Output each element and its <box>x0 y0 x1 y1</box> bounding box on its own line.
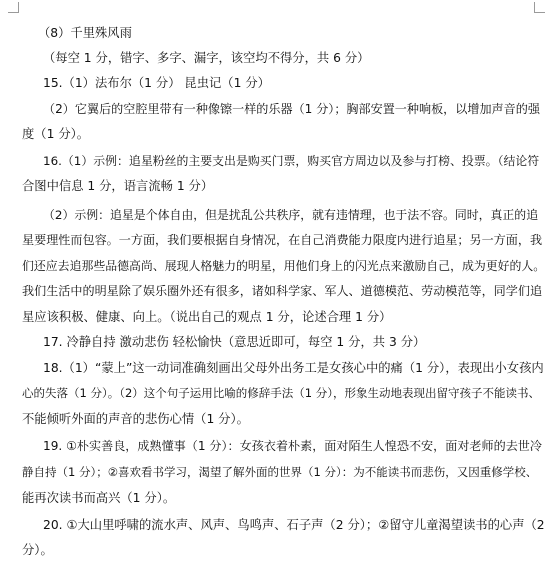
text-line: 们还应去追那些品德高尚、展现人格魅力的明星，用他们身上的闪光点来激励自己，成为更好的人。 <box>22 259 546 273</box>
text-line: 16.（1）示例：追星粉丝的主要支出是购买门票，购买官方周边以及参与打榜、投票。（结论符 <box>43 154 540 168</box>
text-line: 星要理性而包容。一方面，我们要根据自身情况，在自己消费能力限度内进行追星；另一方面，我 <box>22 233 543 247</box>
text-line: 星应该积极、健康、向上。（说出自己的观点 1 分，论述合理 1 分） <box>22 310 392 324</box>
text-line: 不能倾听外面的声音的悲伤心情（1 分）。 <box>22 412 249 426</box>
text-line: 17. 冷静自持 激动悲伤 轻松愉快（意思近即可，每空 1 分，共 3 分） <box>43 335 426 349</box>
text-line: （2）它翼后的空腔里带有一种像镲一样的乐器（1 分）；胸部安置一种响板，以增加声音的强 <box>43 102 540 116</box>
text-line: 心的失落（1 分）。（2）这个句子运用比喻的修辞手法（1 分），形象生动地表现出留守孩子不能读书、 <box>22 386 541 400</box>
text-line: 合图中信息 1 分，语言流畅 1 分） <box>22 179 214 193</box>
text-line: 20. ①大山里呼啸的流水声、风声、鸟鸣声、石子声（2 分）；②留守儿童渴望读书的心声（2 <box>43 518 545 532</box>
text-line: 静自持（1 分）；②喜欢看书学习，渴望了解外面的世界（1 分）：为不能读书而悲伤，又因重修学校、 <box>22 465 538 479</box>
text-line: 我们生活中的明星除了娱乐圈外还有很多，诸如科学家、军人、道德模范、劳动模范等，同学们追 <box>22 284 543 298</box>
text-line: 19. ①朴实善良，成熟懂事（1 分）：女孩衣着朴素，面对陌生人惶恐不安，面对老师的去世冷 <box>43 439 542 453</box>
text-line: 度（1 分）。 <box>22 127 90 141</box>
text-line: 15.（1）法布尔（1 分） 昆虫记（1 分） <box>43 76 270 90</box>
text-line: （每空 1 分，错字、多字、漏字，该空均不得分，共 6 分） <box>43 51 370 65</box>
text-line: （8）千里殊风雨 <box>38 26 132 40</box>
text-line: （2）示例：追星是个体自由，但是扰乱公共秩序，就有违情理，也于法不容。同时，真正的追 <box>43 208 539 222</box>
text-line: 18.（1）“蒙上”这一动词准确刻画出父母外出务工是女孩心中的痛（1 分），表现出小女孩内 <box>43 361 544 375</box>
text-line: 分）。 <box>22 543 53 557</box>
text-line: 能再次读书而高兴（1 分）。 <box>22 491 176 505</box>
